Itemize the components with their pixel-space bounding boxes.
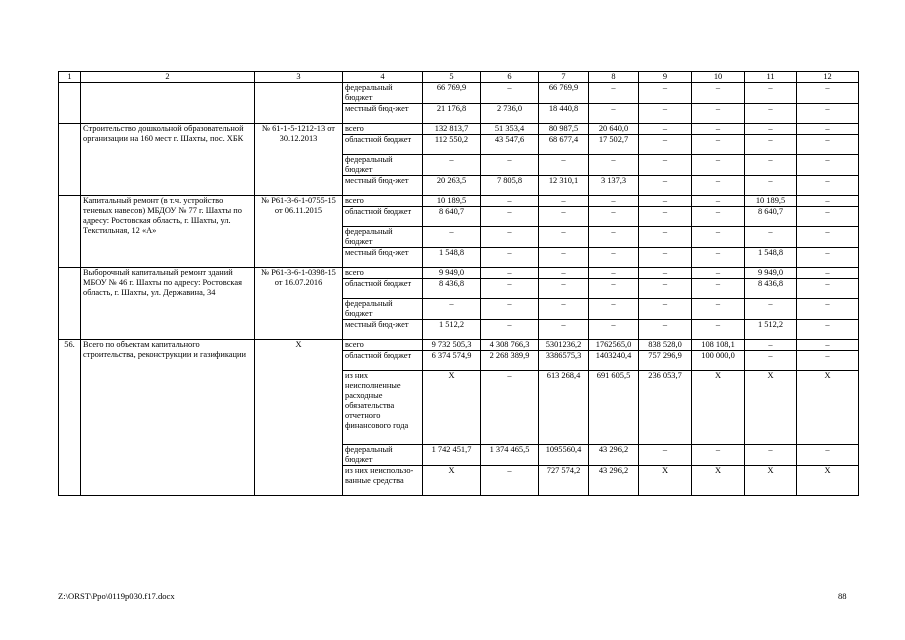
document-ref bbox=[255, 83, 343, 124]
value-cell: – bbox=[481, 268, 539, 279]
value-cell: 20 263,5 bbox=[423, 176, 481, 196]
table-row bbox=[59, 340, 859, 351]
value-cell: 1 512,2 bbox=[423, 320, 481, 340]
value-cell: – bbox=[797, 104, 859, 124]
funding-source: местный бюд-жет bbox=[343, 104, 423, 124]
value-cell: 2 268 389,9 bbox=[481, 351, 539, 371]
value-cell: – bbox=[539, 196, 589, 207]
value-cell: – bbox=[481, 299, 539, 320]
value-cell: 1403240,4 bbox=[589, 351, 639, 371]
value-cell: – bbox=[692, 299, 745, 320]
value-cell: 66 769,9 bbox=[423, 83, 481, 104]
value-cell: – bbox=[639, 155, 692, 176]
value-cell: – bbox=[539, 207, 589, 227]
funding-source: областной бюджет bbox=[343, 279, 423, 299]
column-number-9: 9 bbox=[639, 72, 692, 83]
column-number-1: 1 bbox=[59, 72, 81, 83]
value-cell: – bbox=[797, 248, 859, 268]
funding-source: федеральный бюджет bbox=[343, 83, 423, 104]
table-body bbox=[59, 72, 859, 496]
value-cell: – bbox=[589, 268, 639, 279]
value-cell: – bbox=[589, 299, 639, 320]
value-cell: – bbox=[692, 196, 745, 207]
value-cell: – bbox=[639, 176, 692, 196]
value-cell: – bbox=[745, 445, 797, 466]
value-cell: – bbox=[423, 299, 481, 320]
column-number-row bbox=[59, 72, 859, 83]
value-cell: 613 268,4 bbox=[539, 371, 589, 445]
funding-source: всего bbox=[343, 268, 423, 279]
value-cell: 8 640,7 bbox=[423, 207, 481, 227]
column-number-6: 6 bbox=[481, 72, 539, 83]
value-cell: 7 805,8 bbox=[481, 176, 539, 196]
value-cell: – bbox=[589, 227, 639, 248]
value-cell: – bbox=[589, 196, 639, 207]
value-cell: – bbox=[589, 104, 639, 124]
value-cell: – bbox=[692, 248, 745, 268]
value-cell: – bbox=[639, 320, 692, 340]
value-cell: – bbox=[589, 248, 639, 268]
value-cell: Х bbox=[797, 466, 859, 496]
value-cell: – bbox=[539, 268, 589, 279]
value-cell: – bbox=[589, 155, 639, 176]
value-cell: – bbox=[797, 351, 859, 371]
value-cell: – bbox=[745, 124, 797, 135]
value-cell: 8 436,8 bbox=[423, 279, 481, 299]
value-cell: – bbox=[639, 207, 692, 227]
value-cell: – bbox=[589, 83, 639, 104]
value-cell: – bbox=[639, 135, 692, 155]
value-cell: 3 137,3 bbox=[589, 176, 639, 196]
value-cell: 18 440,8 bbox=[539, 104, 589, 124]
value-cell: – bbox=[745, 155, 797, 176]
value-cell: – bbox=[481, 371, 539, 445]
object-name bbox=[81, 83, 255, 124]
funding-source: из них неисполненные расходные обязательства отчетного финансового года bbox=[343, 371, 423, 445]
value-cell: Х bbox=[423, 371, 481, 445]
value-cell: – bbox=[589, 207, 639, 227]
value-cell: Х bbox=[423, 466, 481, 496]
value-cell: – bbox=[745, 104, 797, 124]
value-cell: – bbox=[797, 207, 859, 227]
value-cell: 1 742 451,7 bbox=[423, 445, 481, 466]
funding-source: всего bbox=[343, 196, 423, 207]
column-number-2: 2 bbox=[81, 72, 255, 83]
funding-source: федеральный бюджет bbox=[343, 227, 423, 248]
table-row bbox=[59, 83, 859, 104]
value-cell: – bbox=[797, 340, 859, 351]
value-cell: – bbox=[745, 340, 797, 351]
value-cell: – bbox=[797, 135, 859, 155]
value-cell: – bbox=[797, 155, 859, 176]
value-cell: 838 528,0 bbox=[639, 340, 692, 351]
value-cell: – bbox=[797, 176, 859, 196]
value-cell: – bbox=[589, 279, 639, 299]
row-number bbox=[59, 196, 81, 268]
row-number bbox=[59, 268, 81, 340]
value-cell: – bbox=[539, 279, 589, 299]
value-cell: – bbox=[481, 466, 539, 496]
value-cell: 68 677,4 bbox=[539, 135, 589, 155]
value-cell: 236 053,7 bbox=[639, 371, 692, 445]
value-cell: 10 189,5 bbox=[745, 196, 797, 207]
value-cell: 1 512,2 bbox=[745, 320, 797, 340]
value-cell: – bbox=[539, 227, 589, 248]
value-cell: – bbox=[745, 227, 797, 248]
value-cell: – bbox=[797, 83, 859, 104]
page-number: 88 bbox=[838, 591, 847, 601]
value-cell: 2 736,0 bbox=[481, 104, 539, 124]
value-cell: – bbox=[692, 176, 745, 196]
value-cell: – bbox=[692, 83, 745, 104]
document-ref: № Р61-3-6-1-0398-15 от 16.07.2016 bbox=[255, 268, 343, 340]
value-cell: 20 640,0 bbox=[589, 124, 639, 135]
value-cell: – bbox=[692, 124, 745, 135]
row-number bbox=[59, 83, 81, 124]
value-cell: 12 310,1 bbox=[539, 176, 589, 196]
funding-source: местный бюд-жет bbox=[343, 320, 423, 340]
value-cell: 1 374 465,5 bbox=[481, 445, 539, 466]
value-cell: – bbox=[692, 320, 745, 340]
value-cell: 80 987,5 bbox=[539, 124, 589, 135]
column-number-5: 5 bbox=[423, 72, 481, 83]
document-ref: Х bbox=[255, 340, 343, 496]
funding-source: всего bbox=[343, 124, 423, 135]
value-cell: – bbox=[423, 155, 481, 176]
value-cell: – bbox=[745, 176, 797, 196]
value-cell: – bbox=[797, 445, 859, 466]
column-number-10: 10 bbox=[692, 72, 745, 83]
value-cell: 9 949,0 bbox=[745, 268, 797, 279]
column-number-4: 4 bbox=[343, 72, 423, 83]
value-cell: 43 296,2 bbox=[589, 466, 639, 496]
column-number-11: 11 bbox=[745, 72, 797, 83]
value-cell: 100 000,0 bbox=[692, 351, 745, 371]
value-cell: – bbox=[692, 268, 745, 279]
row-number: 56. bbox=[59, 340, 81, 496]
table-row bbox=[59, 268, 859, 279]
row-number bbox=[59, 124, 81, 196]
document-ref: № Р61-3-6-1-0755-15 от 06.11.2015 bbox=[255, 196, 343, 268]
value-cell: – bbox=[589, 320, 639, 340]
value-cell: – bbox=[797, 279, 859, 299]
value-cell: 1095560,4 bbox=[539, 445, 589, 466]
value-cell: 17 502,7 bbox=[589, 135, 639, 155]
funding-source: федеральный бюджет bbox=[343, 155, 423, 176]
value-cell: 3386575,3 bbox=[539, 351, 589, 371]
funding-source: из них неиспользо-ванные средства bbox=[343, 466, 423, 496]
funding-source: федеральный бюджет bbox=[343, 445, 423, 466]
value-cell: – bbox=[639, 445, 692, 466]
document-ref: № 61-1-5-1212-13 от 30.12.2013 bbox=[255, 124, 343, 196]
table-row bbox=[59, 124, 859, 135]
value-cell: – bbox=[639, 227, 692, 248]
value-cell: – bbox=[745, 351, 797, 371]
value-cell: 1 548,8 bbox=[423, 248, 481, 268]
value-cell: – bbox=[481, 248, 539, 268]
value-cell: – bbox=[539, 320, 589, 340]
value-cell: – bbox=[797, 227, 859, 248]
value-cell: – bbox=[745, 299, 797, 320]
budget-table bbox=[58, 71, 859, 496]
object-name: Выборочный капитальный ремонт зданий МБОУ № 46 г. Шахты по адресу: Ростовская область, г. Шахты, ул. Державина, 34 bbox=[81, 268, 255, 340]
value-cell: 8 640,7 bbox=[745, 207, 797, 227]
value-cell: – bbox=[692, 207, 745, 227]
value-cell: 43 296,2 bbox=[589, 445, 639, 466]
value-cell: 757 296,9 bbox=[639, 351, 692, 371]
value-cell: 4 308 766,3 bbox=[481, 340, 539, 351]
value-cell: 1 548,8 bbox=[745, 248, 797, 268]
funding-source: областной бюджет bbox=[343, 351, 423, 371]
value-cell: 691 605,5 bbox=[589, 371, 639, 445]
value-cell: – bbox=[639, 83, 692, 104]
value-cell: – bbox=[797, 299, 859, 320]
value-cell: – bbox=[639, 124, 692, 135]
value-cell: Х bbox=[745, 371, 797, 445]
value-cell: – bbox=[481, 279, 539, 299]
funding-source: областной бюджет bbox=[343, 135, 423, 155]
value-cell: – bbox=[797, 320, 859, 340]
value-cell: – bbox=[692, 445, 745, 466]
column-number-12: 12 bbox=[797, 72, 859, 83]
value-cell: 51 353,4 bbox=[481, 124, 539, 135]
value-cell: 1762565,0 bbox=[589, 340, 639, 351]
value-cell: – bbox=[539, 248, 589, 268]
value-cell: Х bbox=[692, 371, 745, 445]
value-cell: – bbox=[639, 299, 692, 320]
value-cell: – bbox=[639, 104, 692, 124]
value-cell: – bbox=[639, 248, 692, 268]
value-cell: 108 108,1 bbox=[692, 340, 745, 351]
value-cell: Х bbox=[692, 466, 745, 496]
value-cell: – bbox=[797, 124, 859, 135]
value-cell: 66 769,9 bbox=[539, 83, 589, 104]
value-cell: – bbox=[639, 268, 692, 279]
value-cell: – bbox=[745, 83, 797, 104]
value-cell: Х bbox=[745, 466, 797, 496]
value-cell: – bbox=[481, 83, 539, 104]
value-cell: 132 813,7 bbox=[423, 124, 481, 135]
file-path: Z:\ORST\Ppo\0119p030.f17.docx bbox=[58, 591, 175, 601]
value-cell: – bbox=[797, 268, 859, 279]
object-name: Капитальный ремонт (в т.ч. устройство теневых навесов) МБДОУ № 77 г. Шахты по адресу: Ростовская область, г. Шахты, ул. Текстильная, 12 «А» bbox=[81, 196, 255, 268]
value-cell: 6 374 574,9 bbox=[423, 351, 481, 371]
value-cell: – bbox=[692, 279, 745, 299]
table-row bbox=[59, 196, 859, 207]
value-cell: – bbox=[797, 196, 859, 207]
value-cell: 21 176,8 bbox=[423, 104, 481, 124]
value-cell: 43 547,6 bbox=[481, 135, 539, 155]
funding-source: областной бюджет bbox=[343, 207, 423, 227]
value-cell: 9 732 505,3 bbox=[423, 340, 481, 351]
object-name: Всего по объектам капитального строительства, реконструкции и газификации bbox=[81, 340, 255, 496]
value-cell: – bbox=[692, 227, 745, 248]
value-cell: 5301236,2 bbox=[539, 340, 589, 351]
value-cell: 9 949,0 bbox=[423, 268, 481, 279]
value-cell: Х bbox=[797, 371, 859, 445]
value-cell: – bbox=[539, 299, 589, 320]
value-cell: – bbox=[692, 104, 745, 124]
object-name: Строительство дошкольной образовательной организации на 160 мест г. Шахты, пос. ХБК bbox=[81, 124, 255, 196]
value-cell: – bbox=[692, 135, 745, 155]
column-number-8: 8 bbox=[589, 72, 639, 83]
funding-source: всего bbox=[343, 340, 423, 351]
funding-source: местный бюд-жет bbox=[343, 176, 423, 196]
column-number-7: 7 bbox=[539, 72, 589, 83]
column-number-3: 3 bbox=[255, 72, 343, 83]
value-cell: – bbox=[481, 155, 539, 176]
value-cell: – bbox=[539, 155, 589, 176]
value-cell: 112 550,2 bbox=[423, 135, 481, 155]
value-cell: – bbox=[481, 227, 539, 248]
value-cell: – bbox=[481, 196, 539, 207]
value-cell: – bbox=[423, 227, 481, 248]
funding-source: местный бюд-жет bbox=[343, 248, 423, 268]
value-cell: – bbox=[639, 196, 692, 207]
funding-source: федеральный бюджет bbox=[343, 299, 423, 320]
value-cell: – bbox=[745, 135, 797, 155]
value-cell: 10 189,5 bbox=[423, 196, 481, 207]
value-cell: – bbox=[692, 155, 745, 176]
value-cell: – bbox=[481, 320, 539, 340]
value-cell: – bbox=[639, 279, 692, 299]
value-cell: 8 436,8 bbox=[745, 279, 797, 299]
value-cell: – bbox=[481, 207, 539, 227]
value-cell: 727 574,2 bbox=[539, 466, 589, 496]
value-cell: Х bbox=[639, 466, 692, 496]
